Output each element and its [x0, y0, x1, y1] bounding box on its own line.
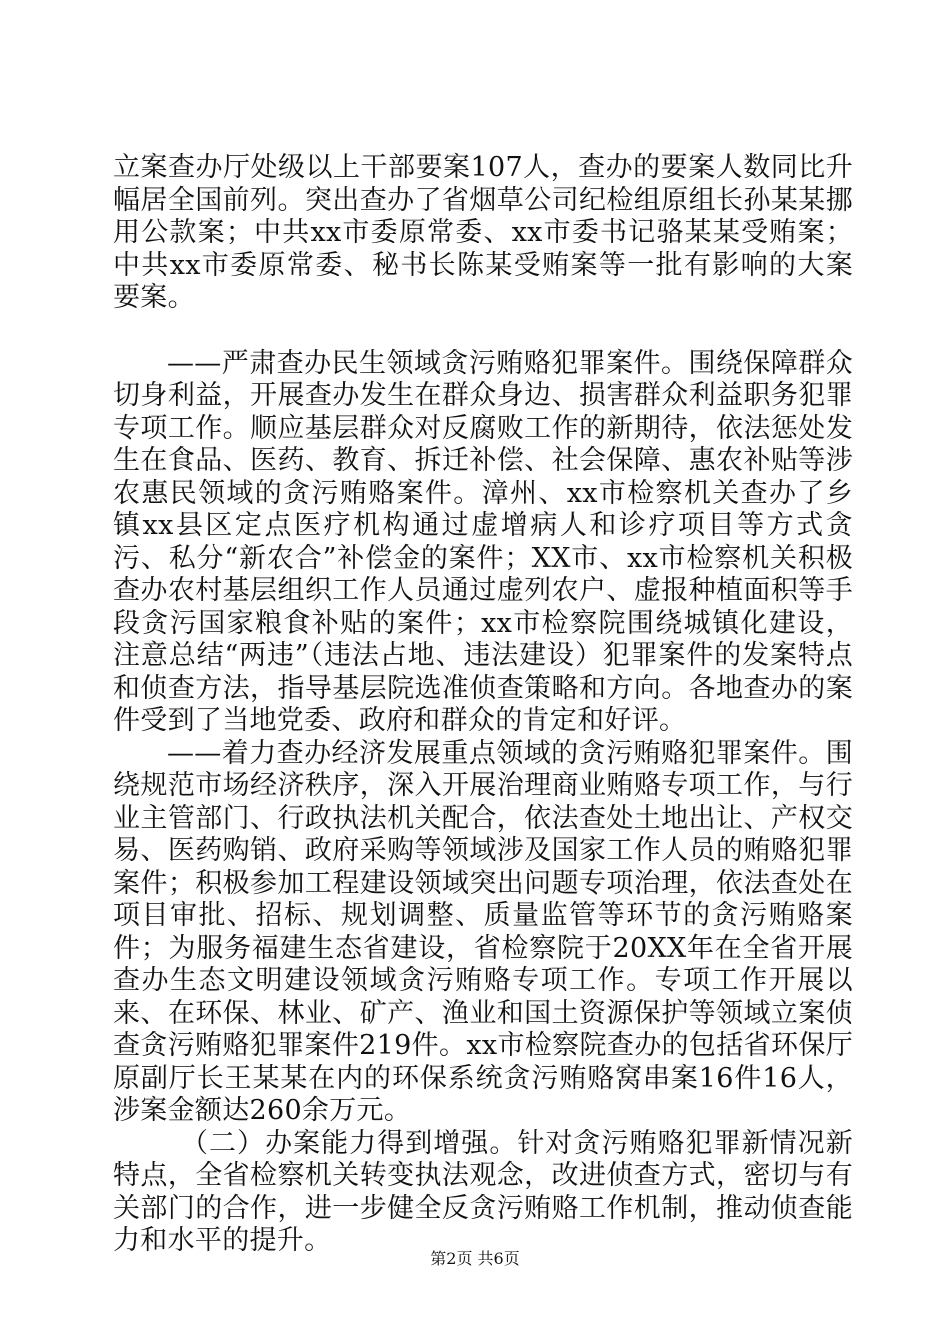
paragraph-capability: （二）办案能力得到增强。针对贪污贿赂犯罪新情况新特点，全省检察机关转变执法观念，改进侦查方式，密切与有关部门的合作，进一步健全反贪污贿赂工作机制，推动侦查能力和水平的提升。	[113, 1127, 853, 1256]
paragraph-case-summary: 立案查办厅处级以上干部要案107人，查办的要案人数同比升幅居全国前列。突出查办了省烟草公司纪检组原组长孙某某挪用公款案；中共xx市委原常委、xx市委书记骆某某受贿案；中共xx市委原常委、秘书长陈某受贿案等一批有影响的大案要案。	[113, 152, 853, 313]
paragraph-economic-cases: ——着力查办经济发展重点领域的贪污贿赂犯罪案件。围绕规范市场经济秩序，深入开展治理商业贿赂专项工作，与行业主管部门、行政执法机关配合，依法查处土地出让、产权交易、医药购销、政府采购等领域涉及国家工作人员的贿赂犯罪案件；积极参加工程建设领域突出问题专项治理，依法查处在项目审批、招标、规划调整、质量监管等环节的贪污贿赂案件；为服务福建生态省建设，省检察院于20XX年在全省开展查办生态文明建设领域贪污贿赂专项工作。专项工作开展以来、在环保、林业、矿产、渔业和国土资源保护等领域立案侦查贪污贿赂犯罪案件219件。xx市检察院查办的包括省环保厅原副厅长王某某在内的环保系统贪污贿赂窝串案16件16人，涉案金额达260余万元。	[113, 737, 853, 1126]
document-body	[113, 152, 853, 1258]
page-number-footer: 第2页 共6页	[430, 1249, 520, 1268]
paragraph-livelihood-cases: ——严肃查办民生领域贪污贿赂犯罪案件。围绕保障群众切身利益，开展查办发生在群众身边、损害群众利益职务犯罪专项工作。顺应基层群众对反腐败工作的新期待，依法惩处发生在食品、医药、教育、拆迁补偿、社会保障、惠农补贴等涉农惠民领域的贪污贿赂案件。漳州、xx市检察机关查办了乡镇xx县区定点医疗机构通过虚增病人和诊疗项目等方式贪污、私分“新农合”补偿金的案件；XX市、xx市检察机关积极查办农村基层组织工作人员通过虚列农户、虚报种植面积等手段贪污国家粮食补贴的案件；xx市检察院围绕城镇化建设，注意总结“两违”（违法占地、违法建设）犯罪案件的发案特点和侦查方法，指导基层院选准侦查策略和方向。各地查办的案件受到了当地党委、政府和群众的肯定和好评。	[113, 347, 853, 736]
